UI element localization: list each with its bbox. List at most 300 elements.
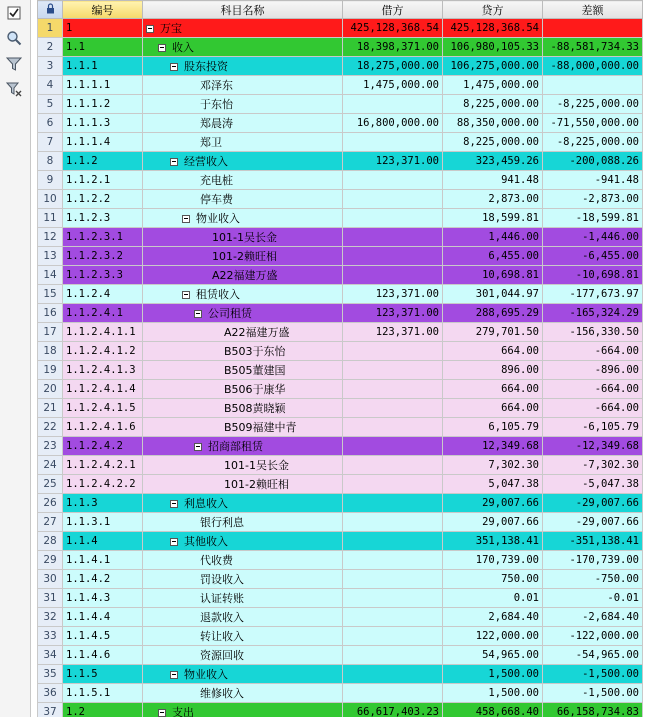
table-row[interactable]: [38, 475, 643, 494]
name-label: 利息收入: [184, 497, 228, 510]
name-cell[interactable]: [143, 38, 343, 57]
name-cell[interactable]: [143, 494, 343, 513]
code-cell[interactable]: 1.1.4: [63, 532, 143, 551]
credit-cell[interactable]: 664.00: [443, 380, 543, 399]
code-cell[interactable]: 1.1.2.4.2.1: [63, 456, 143, 475]
name-label: 认证转账: [200, 592, 244, 605]
code-cell[interactable]: 1.1.4.3: [63, 589, 143, 608]
diff-cell[interactable]: [543, 19, 643, 38]
name-cell[interactable]: [143, 19, 343, 38]
row-number[interactable]: 23: [38, 437, 63, 456]
row-number[interactable]: 19: [38, 361, 63, 380]
left-toolbar: [0, 0, 31, 717]
name-cell[interactable]: [143, 608, 343, 627]
row-number[interactable]: 17: [38, 323, 63, 342]
row-number[interactable]: 5: [38, 95, 63, 114]
table-row[interactable]: [38, 342, 643, 361]
row-number[interactable]: 20: [38, 380, 63, 399]
debit-cell[interactable]: [343, 494, 443, 513]
name-cell[interactable]: [143, 418, 343, 437]
name-cell[interactable]: [143, 475, 343, 494]
debit-cell[interactable]: [343, 475, 443, 494]
debit-cell[interactable]: 16,800,000.00: [343, 114, 443, 133]
credit-cell[interactable]: 0.01: [443, 589, 543, 608]
collapse-toggle-icon[interactable]: [170, 500, 178, 508]
diff-cell[interactable]: -10,698.81: [543, 266, 643, 285]
debit-cell[interactable]: 425,128,368.54: [343, 19, 443, 38]
row-number[interactable]: 13: [38, 247, 63, 266]
row-number[interactable]: 30: [38, 570, 63, 589]
row-number[interactable]: 35: [38, 665, 63, 684]
debit-cell[interactable]: [343, 171, 443, 190]
table-row[interactable]: [38, 228, 643, 247]
credit-cell[interactable]: 6,455.00: [443, 247, 543, 266]
code-cell[interactable]: 1.1.5: [63, 665, 143, 684]
collapse-toggle-icon[interactable]: [146, 25, 154, 33]
diff-cell[interactable]: -750.00: [543, 570, 643, 589]
table-row[interactable]: [38, 532, 643, 551]
name-label: 代收费: [200, 554, 233, 567]
name-cell[interactable]: [143, 627, 343, 646]
row-number[interactable]: 33: [38, 627, 63, 646]
code-cell[interactable]: 1.1.1.4: [63, 133, 143, 152]
code-cell[interactable]: 1.1.2.2: [63, 190, 143, 209]
name-label: 罚设收入: [200, 573, 244, 586]
row-number[interactable]: 26: [38, 494, 63, 513]
table-row[interactable]: [38, 551, 643, 570]
table-row[interactable]: [38, 684, 643, 703]
code-cell[interactable]: 1.1.2.4.1.2: [63, 342, 143, 361]
credit-cell[interactable]: 1,500.00: [443, 684, 543, 703]
code-cell[interactable]: 1.1.4.5: [63, 627, 143, 646]
debit-cell[interactable]: [343, 570, 443, 589]
credit-cell[interactable]: 18,599.81: [443, 209, 543, 228]
debit-cell[interactable]: [343, 228, 443, 247]
credit-cell[interactable]: 8,225,000.00: [443, 95, 543, 114]
credit-cell[interactable]: 12,349.68: [443, 437, 543, 456]
collapse-toggle-icon[interactable]: [170, 671, 178, 679]
row-number[interactable]: 16: [38, 304, 63, 323]
name-label: 郑卫: [200, 136, 222, 149]
name-cell[interactable]: [143, 646, 343, 665]
code-cell[interactable]: 1.1.2.3.3: [63, 266, 143, 285]
name-label: 资源回收: [200, 649, 244, 662]
table-row[interactable]: [38, 570, 643, 589]
row-number[interactable]: 1: [38, 19, 63, 38]
code-cell[interactable]: 1.1.2.4.2.2: [63, 475, 143, 494]
collapse-toggle-icon[interactable]: [182, 215, 190, 223]
table-row[interactable]: [38, 361, 643, 380]
name-cell[interactable]: [143, 532, 343, 551]
credit-cell[interactable]: 301,044.97: [443, 285, 543, 304]
code-cell[interactable]: 1.2: [63, 703, 143, 717]
debit-cell[interactable]: 66,617,403.23: [343, 703, 443, 717]
table-row[interactable]: [38, 114, 643, 133]
debit-cell[interactable]: [343, 95, 443, 114]
credit-cell[interactable]: 458,668.40: [443, 703, 543, 717]
credit-cell[interactable]: 170,739.00: [443, 551, 543, 570]
diff-cell[interactable]: -1,500.00: [543, 665, 643, 684]
diff-cell[interactable]: -6,105.79: [543, 418, 643, 437]
code-cell[interactable]: 1.1.2.4.1: [63, 304, 143, 323]
name-cell[interactable]: [143, 76, 343, 95]
name-cell[interactable]: [143, 266, 343, 285]
code-cell[interactable]: 1.1.2.4.1.3: [63, 361, 143, 380]
row-number[interactable]: 18: [38, 342, 63, 361]
table-row[interactable]: [38, 57, 643, 76]
name-label: 物业收入: [196, 212, 240, 225]
credit-cell[interactable]: 7,302.30: [443, 456, 543, 475]
table-row[interactable]: [38, 380, 643, 399]
row-number[interactable]: 22: [38, 418, 63, 437]
credit-cell[interactable]: 1,475,000.00: [443, 76, 543, 95]
debit-cell[interactable]: [343, 247, 443, 266]
table-row[interactable]: [38, 19, 643, 38]
diff-cell[interactable]: -7,302.30: [543, 456, 643, 475]
credit-cell[interactable]: 425,128,368.54: [443, 19, 543, 38]
code-cell[interactable]: 1.1.2.1: [63, 171, 143, 190]
credit-column-header[interactable]: 贷方: [443, 1, 543, 19]
row-number[interactable]: 15: [38, 285, 63, 304]
diff-cell[interactable]: 66,158,734.83: [543, 703, 643, 717]
credit-cell[interactable]: 279,701.50: [443, 323, 543, 342]
collapse-toggle-icon[interactable]: [170, 538, 178, 546]
code-cell[interactable]: 1.1.4.2: [63, 570, 143, 589]
table-row[interactable]: [38, 133, 643, 152]
credit-cell[interactable]: 106,980,105.33: [443, 38, 543, 57]
name-cell[interactable]: [143, 399, 343, 418]
name-cell[interactable]: [143, 152, 343, 171]
diff-cell[interactable]: [543, 76, 643, 95]
debit-cell[interactable]: 18,398,371.00: [343, 38, 443, 57]
credit-cell[interactable]: 29,007.66: [443, 494, 543, 513]
credit-cell[interactable]: 2,684.40: [443, 608, 543, 627]
debit-cell[interactable]: [343, 456, 443, 475]
credit-cell[interactable]: 29,007.66: [443, 513, 543, 532]
table-row[interactable]: [38, 152, 643, 171]
name-label: 股东投资: [184, 60, 228, 73]
code-cell[interactable]: 1.1.1.1: [63, 76, 143, 95]
diff-column-header[interactable]: 差额: [543, 1, 643, 19]
diff-cell[interactable]: -1,500.00: [543, 684, 643, 703]
credit-cell[interactable]: 941.48: [443, 171, 543, 190]
diff-cell[interactable]: -12,349.68: [543, 437, 643, 456]
credit-cell[interactable]: 5,047.38: [443, 475, 543, 494]
credit-cell[interactable]: 288,695.29: [443, 304, 543, 323]
code-cell[interactable]: 1.1.3: [63, 494, 143, 513]
row-number[interactable]: 31: [38, 589, 63, 608]
name-cell[interactable]: [143, 437, 343, 456]
name-cell[interactable]: [143, 209, 343, 228]
name-cell[interactable]: [143, 228, 343, 247]
code-cell[interactable]: 1.1.2.4.1.6: [63, 418, 143, 437]
name-cell[interactable]: [143, 684, 343, 703]
collapse-toggle-icon[interactable]: [170, 63, 178, 71]
code-cell[interactable]: 1.1.4.6: [63, 646, 143, 665]
diff-cell[interactable]: -664.00: [543, 399, 643, 418]
diff-cell[interactable]: -8,225,000.00: [543, 95, 643, 114]
diff-cell[interactable]: -177,673.97: [543, 285, 643, 304]
row-number[interactable]: 6: [38, 114, 63, 133]
name-cell[interactable]: [143, 285, 343, 304]
debit-cell[interactable]: 123,371.00: [343, 304, 443, 323]
debit-cell[interactable]: [343, 190, 443, 209]
name-label: B509福建中青: [224, 421, 297, 434]
table-row[interactable]: [38, 171, 643, 190]
debit-cell[interactable]: [343, 133, 443, 152]
debit-cell[interactable]: 1,475,000.00: [343, 76, 443, 95]
row-number[interactable]: 27: [38, 513, 63, 532]
row-number[interactable]: 10: [38, 190, 63, 209]
code-cell[interactable]: 1.1: [63, 38, 143, 57]
code-cell[interactable]: 1.1.2.4.1.5: [63, 399, 143, 418]
code-cell[interactable]: 1.1.2.4: [63, 285, 143, 304]
debit-cell[interactable]: [343, 437, 443, 456]
debit-cell[interactable]: [343, 399, 443, 418]
table-row[interactable]: [38, 285, 643, 304]
row-number[interactable]: 4: [38, 76, 63, 95]
name-cell[interactable]: [143, 342, 343, 361]
table-row[interactable]: [38, 513, 643, 532]
row-number[interactable]: 24: [38, 456, 63, 475]
name-cell[interactable]: [143, 665, 343, 684]
row-number[interactable]: 28: [38, 532, 63, 551]
name-label: 公司租赁: [208, 307, 252, 320]
table-row[interactable]: [38, 209, 643, 228]
row-number[interactable]: 8: [38, 152, 63, 171]
clear-filter-icon[interactable]: [5, 80, 23, 98]
collapse-toggle-icon[interactable]: [158, 709, 166, 717]
diff-cell[interactable]: -664.00: [543, 342, 643, 361]
table-row[interactable]: [38, 190, 643, 209]
row-number[interactable]: 34: [38, 646, 63, 665]
debit-cell[interactable]: [343, 627, 443, 646]
diff-cell[interactable]: -18,599.81: [543, 209, 643, 228]
code-cell[interactable]: 1.1.2.3.1: [63, 228, 143, 247]
credit-cell[interactable]: 122,000.00: [443, 627, 543, 646]
table-row[interactable]: [38, 399, 643, 418]
code-cell[interactable]: 1.1.1.3: [63, 114, 143, 133]
diff-cell[interactable]: -200,088.26: [543, 152, 643, 171]
name-label: B503于东怡: [224, 345, 286, 358]
debit-cell[interactable]: [343, 684, 443, 703]
name-cell[interactable]: [143, 589, 343, 608]
credit-cell[interactable]: 88,350,000.00: [443, 114, 543, 133]
row-number[interactable]: 12: [38, 228, 63, 247]
name-cell[interactable]: [143, 703, 343, 717]
table-row[interactable]: [38, 418, 643, 437]
name-cell[interactable]: [143, 551, 343, 570]
name-cell[interactable]: [143, 57, 343, 76]
diff-cell[interactable]: -6,455.00: [543, 247, 643, 266]
name-label: 郑晨涛: [200, 117, 233, 130]
debit-cell[interactable]: [343, 665, 443, 684]
row-number[interactable]: 36: [38, 684, 63, 703]
name-cell[interactable]: [143, 190, 343, 209]
name-cell[interactable]: [143, 513, 343, 532]
name-label: 招商部租赁: [208, 440, 263, 453]
diff-cell[interactable]: -941.48: [543, 171, 643, 190]
debit-column-header[interactable]: 借方: [343, 1, 443, 19]
credit-cell[interactable]: 750.00: [443, 570, 543, 589]
debit-cell[interactable]: [343, 589, 443, 608]
diff-cell[interactable]: -2,873.00: [543, 190, 643, 209]
collapse-toggle-icon[interactable]: [170, 158, 178, 166]
table-row[interactable]: [38, 304, 643, 323]
diff-cell[interactable]: -1,446.00: [543, 228, 643, 247]
table-row[interactable]: [38, 266, 643, 285]
diff-cell[interactable]: -165,324.29: [543, 304, 643, 323]
debit-cell[interactable]: [343, 361, 443, 380]
code-cell[interactable]: 1.1.2.4.1.4: [63, 380, 143, 399]
credit-cell[interactable]: 54,965.00: [443, 646, 543, 665]
name-cell[interactable]: [143, 247, 343, 266]
credit-cell[interactable]: 323,459.26: [443, 152, 543, 171]
debit-cell[interactable]: [343, 532, 443, 551]
name-cell[interactable]: [143, 361, 343, 380]
name-label: 收入: [172, 41, 194, 54]
diff-cell[interactable]: -5,047.38: [543, 475, 643, 494]
row-number[interactable]: 7: [38, 133, 63, 152]
name-label: B505董建国: [224, 364, 286, 377]
code-cell[interactable]: 1.1.1.2: [63, 95, 143, 114]
diff-cell[interactable]: -8,225,000.00: [543, 133, 643, 152]
credit-cell[interactable]: 1,500.00: [443, 665, 543, 684]
table-row[interactable]: [38, 703, 643, 717]
debit-cell[interactable]: 123,371.00: [343, 152, 443, 171]
filter-icon[interactable]: [5, 55, 23, 73]
name-cell[interactable]: [143, 323, 343, 342]
row-number[interactable]: 37: [38, 703, 63, 717]
debit-cell[interactable]: [343, 209, 443, 228]
row-number[interactable]: 9: [38, 171, 63, 190]
diff-cell[interactable]: -122,000.00: [543, 627, 643, 646]
diff-cell[interactable]: -896.00: [543, 361, 643, 380]
diff-cell[interactable]: -156,330.50: [543, 323, 643, 342]
name-cell[interactable]: [143, 171, 343, 190]
credit-cell[interactable]: 8,225,000.00: [443, 133, 543, 152]
table-row[interactable]: [38, 456, 643, 475]
code-cell[interactable]: 1.1.2: [63, 152, 143, 171]
debit-cell[interactable]: [343, 266, 443, 285]
collapse-toggle-icon[interactable]: [194, 310, 202, 318]
table-row[interactable]: [38, 665, 643, 684]
table-row[interactable]: [38, 646, 643, 665]
credit-cell[interactable]: 664.00: [443, 399, 543, 418]
credit-cell[interactable]: 664.00: [443, 342, 543, 361]
collapse-toggle-icon[interactable]: [158, 44, 166, 52]
diff-cell[interactable]: -351,138.41: [543, 532, 643, 551]
collapse-toggle-icon[interactable]: [182, 291, 190, 299]
credit-cell[interactable]: 896.00: [443, 361, 543, 380]
name-column-header[interactable]: 科目名称: [143, 1, 343, 19]
search-icon[interactable]: [5, 29, 23, 47]
diff-cell[interactable]: -88,000,000.00: [543, 57, 643, 76]
code-cell[interactable]: 1.1.4.4: [63, 608, 143, 627]
code-cell[interactable]: 1.1.2.3: [63, 209, 143, 228]
code-cell[interactable]: 1.1.2.3.2: [63, 247, 143, 266]
diff-cell[interactable]: -170,739.00: [543, 551, 643, 570]
credit-cell[interactable]: 1,446.00: [443, 228, 543, 247]
row-number[interactable]: 3: [38, 57, 63, 76]
code-cell[interactable]: 1.1.2.4.2: [63, 437, 143, 456]
table-row[interactable]: [38, 608, 643, 627]
table-row[interactable]: [38, 627, 643, 646]
credit-cell[interactable]: 351,138.41: [443, 532, 543, 551]
code-cell[interactable]: 1.1.4.1: [63, 551, 143, 570]
row-number[interactable]: 25: [38, 475, 63, 494]
credit-cell[interactable]: 2,873.00: [443, 190, 543, 209]
checkbox-icon[interactable]: [5, 4, 23, 22]
debit-cell[interactable]: [343, 418, 443, 437]
debit-cell[interactable]: 18,275,000.00: [343, 57, 443, 76]
diff-cell[interactable]: -29,007.66: [543, 513, 643, 532]
table-row[interactable]: [38, 247, 643, 266]
name-cell[interactable]: [143, 304, 343, 323]
name-cell[interactable]: [143, 95, 343, 114]
row-number[interactable]: 29: [38, 551, 63, 570]
debit-cell[interactable]: 123,371.00: [343, 285, 443, 304]
diff-cell[interactable]: -2,684.40: [543, 608, 643, 627]
row-number[interactable]: 14: [38, 266, 63, 285]
diff-cell[interactable]: -54,965.00: [543, 646, 643, 665]
table-row[interactable]: [38, 437, 643, 456]
name-cell[interactable]: [143, 570, 343, 589]
collapse-toggle-icon[interactable]: [194, 443, 202, 451]
credit-cell[interactable]: 10,698.81: [443, 266, 543, 285]
debit-cell[interactable]: 123,371.00: [343, 323, 443, 342]
name-cell[interactable]: [143, 380, 343, 399]
table-row[interactable]: [38, 494, 643, 513]
row-number[interactable]: 21: [38, 399, 63, 418]
debit-cell[interactable]: [343, 551, 443, 570]
diff-cell[interactable]: -29,007.66: [543, 494, 643, 513]
name-label: 支出: [172, 706, 194, 717]
table-row[interactable]: [38, 589, 643, 608]
debit-cell[interactable]: [343, 608, 443, 627]
name-cell[interactable]: [143, 114, 343, 133]
table-row[interactable]: [38, 38, 643, 57]
credit-cell[interactable]: 6,105.79: [443, 418, 543, 437]
code-column-header[interactable]: 编号: [63, 1, 143, 19]
lock-column-header[interactable]: [38, 1, 63, 19]
diff-cell[interactable]: -88,581,734.33: [543, 38, 643, 57]
table-row[interactable]: [38, 76, 643, 95]
credit-cell[interactable]: 106,275,000.00: [443, 57, 543, 76]
table-row[interactable]: [38, 323, 643, 342]
code-cell[interactable]: 1.1.2.4.1.1: [63, 323, 143, 342]
code-cell[interactable]: 1: [63, 19, 143, 38]
row-number[interactable]: 32: [38, 608, 63, 627]
code-cell[interactable]: 1.1.5.1: [63, 684, 143, 703]
diff-cell[interactable]: -0.01: [543, 589, 643, 608]
code-cell[interactable]: 1.1.3.1: [63, 513, 143, 532]
name-label: 经营收入: [184, 155, 228, 168]
debit-cell[interactable]: [343, 646, 443, 665]
row-number[interactable]: 2: [38, 38, 63, 57]
name-cell[interactable]: [143, 456, 343, 475]
name-label: 转让收入: [200, 630, 244, 643]
diff-cell[interactable]: -71,550,000.00: [543, 114, 643, 133]
debit-cell[interactable]: [343, 513, 443, 532]
debit-cell[interactable]: [343, 342, 443, 361]
table-row[interactable]: [38, 95, 643, 114]
diff-cell[interactable]: -664.00: [543, 380, 643, 399]
name-cell[interactable]: [143, 133, 343, 152]
code-cell[interactable]: 1.1.1: [63, 57, 143, 76]
debit-cell[interactable]: [343, 380, 443, 399]
row-number[interactable]: 11: [38, 209, 63, 228]
